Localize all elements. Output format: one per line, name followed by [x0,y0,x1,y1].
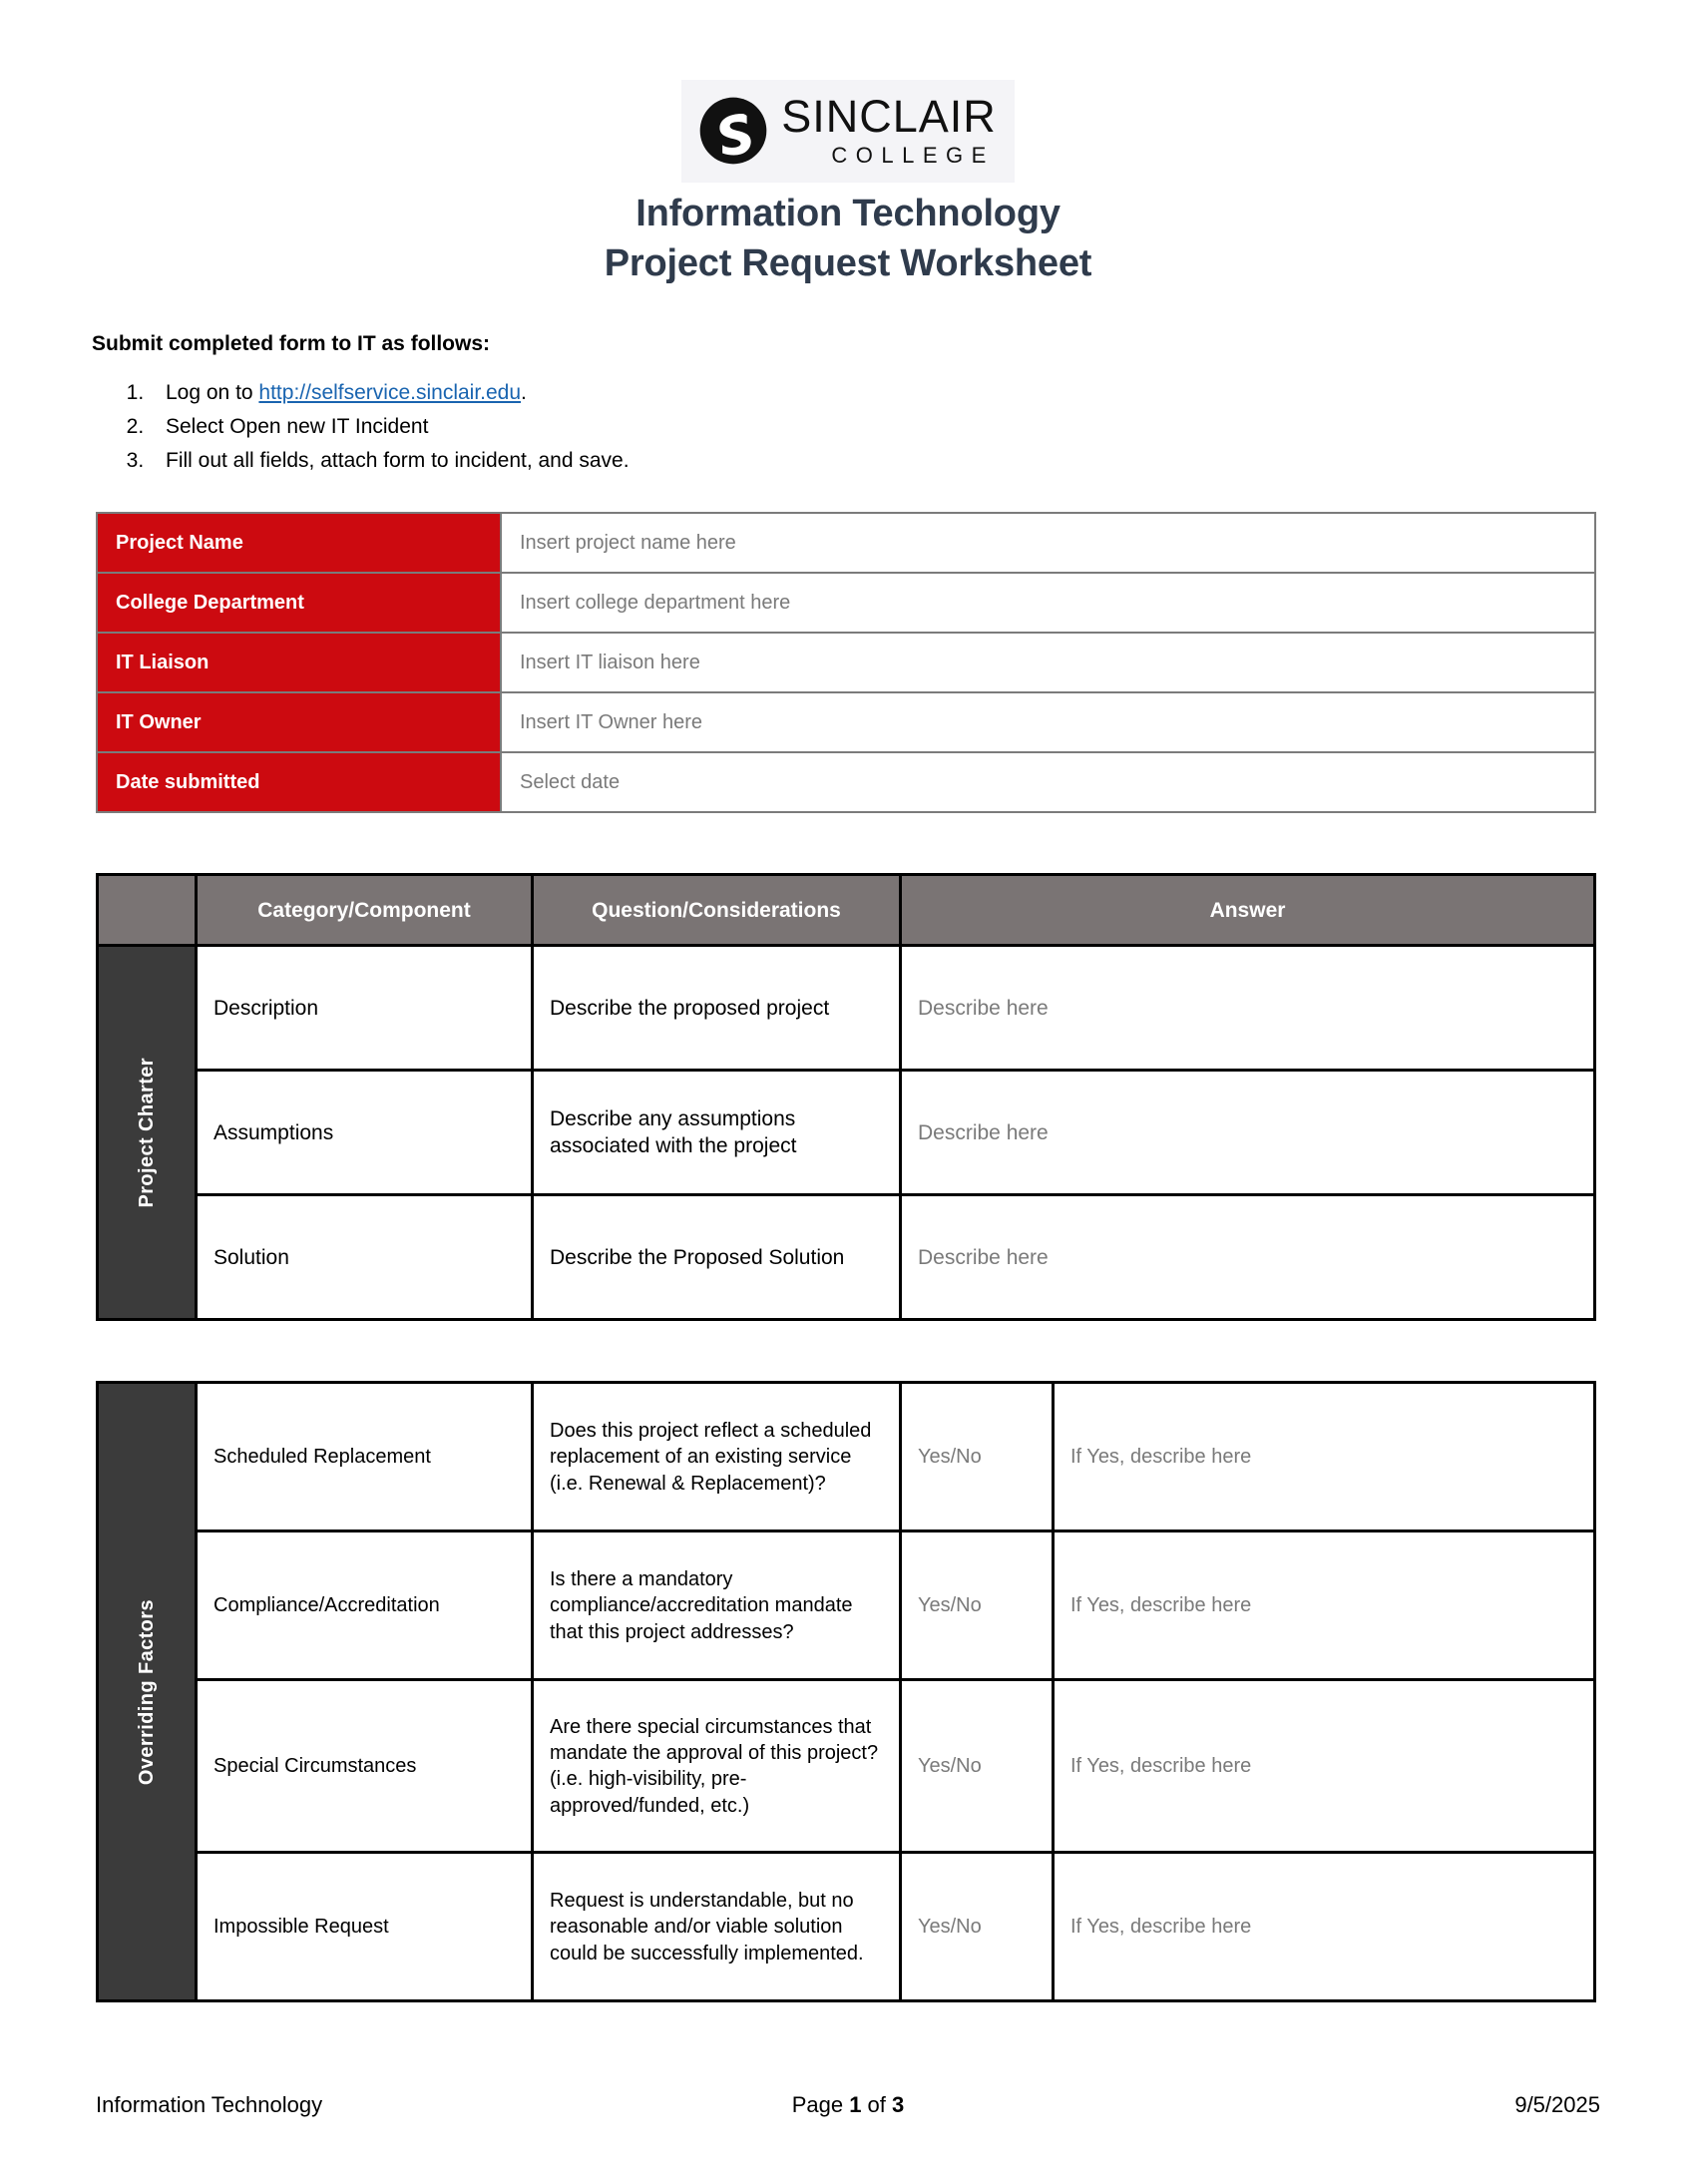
table-row [98,946,1595,1071]
footer-page-mid: of [861,2092,893,2117]
step-1-suffix: . [521,381,527,405]
factor-answer-special-circumstances[interactable]: If Yes, describe here [1054,1680,1595,1853]
column-header-answer: Answer [901,875,1595,946]
footer-page-prefix: Page [791,2092,850,2117]
charter-answer-assumptions[interactable]: Describe here [901,1071,1595,1195]
column-header-category: Category/Component [197,875,533,946]
table-row [98,1680,1595,1853]
section-band-label: Project Charter [136,1058,158,1208]
charter-question-assumptions: Describe any assumptions associated with the project [533,1071,901,1195]
step-2-text: Select Open new IT Incident [166,415,429,439]
selfservice-link[interactable]: http://selfservice.sinclair.edu [258,381,522,405]
factor-yesno-scheduled-replacement[interactable]: Yes/No [901,1383,1054,1531]
charter-question-description: Describe the proposed project [533,946,901,1071]
field-input-project-name[interactable]: Insert project name here [501,513,1595,573]
section-band-project-charter [98,946,197,1320]
factor-yesno-special-circumstances[interactable]: Yes/No [901,1680,1054,1853]
factor-question-impossible-request: Request is understandable, but no reasonable and/or viable solution could be successfully implemented. [533,1853,901,2001]
factor-question-compliance-accreditation: Is there a mandatory compliance/accreditation mandate that this project addresses? [533,1531,901,1680]
factor-answer-compliance-accreditation[interactable]: If Yes, describe here [1054,1531,1595,1680]
charter-answer-solution[interactable]: Describe here [901,1195,1595,1320]
field-input-date-submitted[interactable]: Select date [501,752,1595,812]
factor-category-compliance-accreditation: Compliance/Accreditation [197,1531,533,1680]
table-row [98,1531,1595,1680]
table-row [98,1071,1595,1195]
footer-date: 9/5/2025 [1514,2092,1600,2117]
list-item [150,376,1696,410]
charter-category-description: Description [197,946,533,1071]
field-label-it-liaison: IT Liaison [97,633,501,692]
factor-yesno-compliance-accreditation[interactable]: Yes/No [901,1531,1054,1680]
field-input-it-owner[interactable]: Insert IT Owner here [501,692,1595,752]
charter-category-solution: Solution [197,1195,533,1320]
factor-yesno-impossible-request[interactable]: Yes/No [901,1853,1054,2001]
factor-answer-scheduled-replacement[interactable]: If Yes, describe here [1054,1383,1595,1531]
project-charter-table [96,873,1596,1321]
field-label-project-name: Project Name [97,513,501,573]
factor-category-impossible-request: Impossible Request [197,1853,533,2001]
charter-question-solution: Describe the Proposed Solution [533,1195,901,1320]
charter-corner-cell [98,875,197,946]
field-label-date-submitted: Date submitted [97,752,501,812]
step-3-text: Fill out all fields, attach form to incident, and save. [166,449,630,473]
page-title [0,189,1696,288]
charter-answer-description[interactable]: Describe here [901,946,1595,1071]
table-row [98,1195,1595,1320]
list-item [150,444,1696,478]
logo-wordmark [781,91,997,168]
footer-page-total: 3 [892,2092,905,2117]
instructions-heading: Submit completed form to IT as follows: [92,332,491,356]
factor-answer-impossible-request[interactable]: If Yes, describe here [1054,1853,1595,2001]
table-row [97,692,1595,752]
table-row [98,1383,1595,1531]
footer-pagination [593,2092,1104,2118]
factor-question-special-circumstances: Are there special circumstances that mandate the approval of this project? (i.e. high-visibility, pre-approved/funded, etc.) [533,1680,901,1853]
list-item [150,410,1696,444]
logo-inner [681,80,1015,183]
section-band-label: Overriding Factors [135,1598,158,1785]
table-header-row [98,875,1595,946]
sinclair-s-circle-icon [699,97,767,165]
overriding-factors-table [96,1381,1596,2002]
charter-category-assumptions: Assumptions [197,1071,533,1195]
factor-category-scheduled-replacement: Scheduled Replacement [197,1383,533,1531]
logo-subname: COLLEGE [831,143,995,168]
brand-logo [648,0,1048,183]
field-input-it-liaison[interactable]: Insert IT liaison here [501,633,1595,692]
section-band-overriding-factors [98,1383,197,2001]
table-row [98,1853,1595,2001]
field-label-it-owner: IT Owner [97,692,501,752]
field-label-college-department: College Department [97,573,501,633]
column-header-question: Question/Considerations [533,875,901,946]
logo-name: SINCLAIR [781,91,997,142]
submission-instructions [92,332,1696,478]
table-row [97,513,1595,573]
step-1-prefix: Log on to [166,381,259,405]
project-info-table [96,512,1596,813]
table-row [97,633,1595,692]
factor-question-scheduled-replacement: Does this project reflect a scheduled replacement of an existing service (i.e. Renewal & Replacement)? [533,1383,901,1531]
footer-department: Information Technology [96,2092,323,2117]
field-input-college-department[interactable]: Insert college department here [501,573,1595,633]
page-footer [96,2092,1600,2118]
page-title-line1: Information Technology [636,193,1060,234]
footer-page-number: 1 [849,2092,862,2117]
factor-category-special-circumstances: Special Circumstances [197,1680,533,1853]
page-title-line2: Project Request Worksheet [604,242,1092,285]
table-row [97,752,1595,812]
instructions-list [92,376,1696,478]
table-row [97,573,1595,633]
